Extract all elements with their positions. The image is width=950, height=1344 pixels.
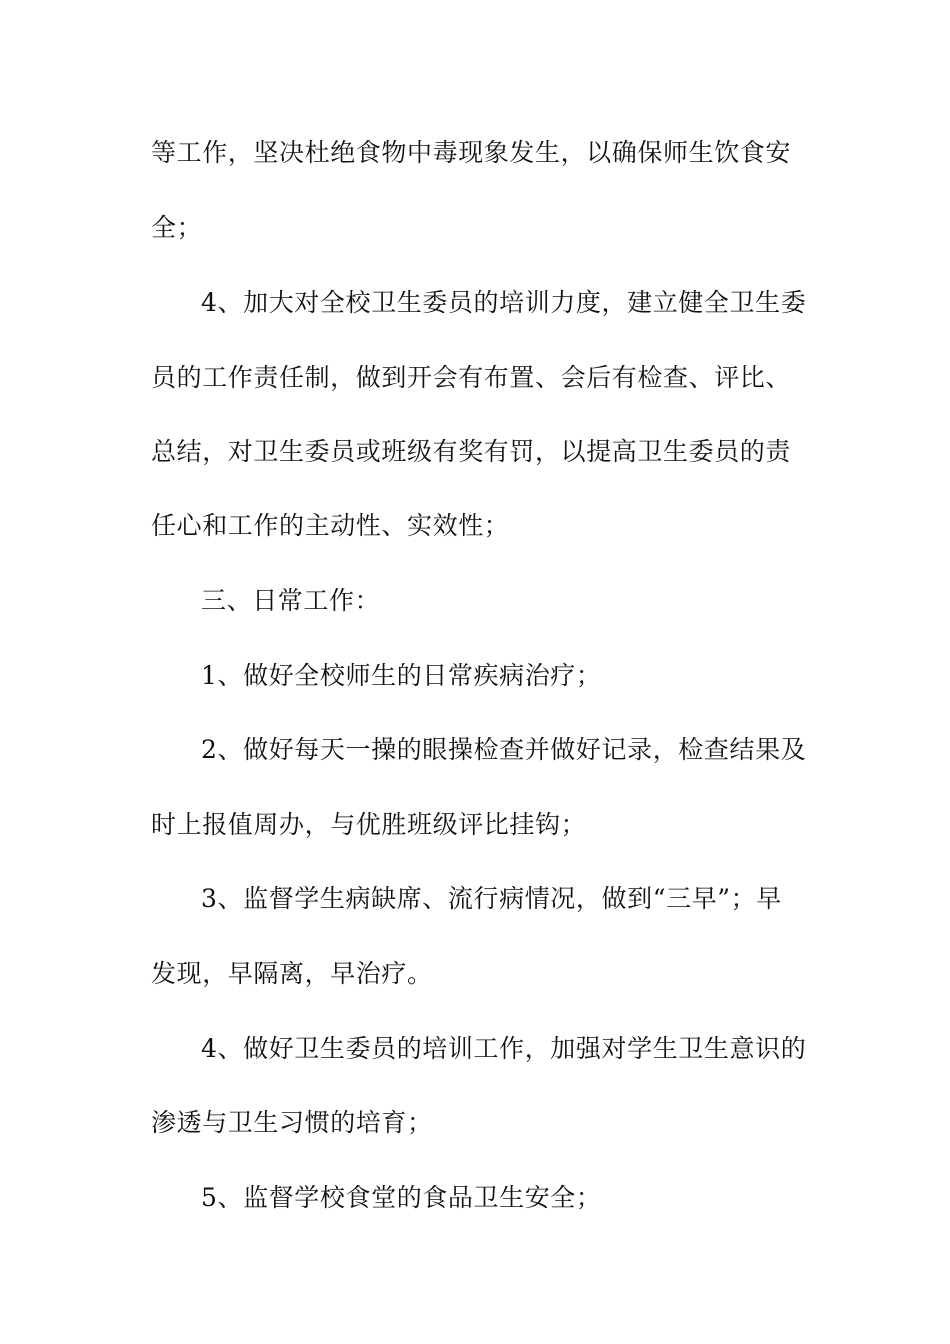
text-line: 全；	[151, 213, 203, 242]
paragraph-start-line: 4、做好卫生委员的培训工作，加强对学生卫生意识的	[201, 1034, 807, 1063]
text-line: 发现，早隔离，早治疗。	[151, 959, 433, 988]
text-line: 总结，对卫生委员或班级有奖有罚，以提高卫生委员的责	[151, 437, 792, 466]
text-line: 任心和工作的主动性、实效性；	[151, 511, 510, 540]
paragraph-start-line: 1、做好全校师生的日常疾病治疗；	[201, 661, 602, 690]
section-heading: 三、日常工作：	[201, 586, 381, 615]
text-line: 时上报值周办，与优胜班级评比挂钩；	[151, 810, 587, 839]
paragraph-start-line: 3、监督学生病缺席、流行病情况，做到“三早”；早	[201, 884, 782, 913]
paragraph-start-line: 2、做好每天一操的眼操检查并做好记录，检查结果及	[201, 735, 807, 764]
text-line: 员的工作责任制，做到开会有布置、会后有检查、评比、	[151, 363, 792, 392]
paragraph-start-line: 4、加大对全校卫生委员的培训力度，建立健全卫生委	[201, 288, 807, 317]
text-line: 渗透与卫生习惯的培育；	[151, 1108, 433, 1137]
paragraph-start-line: 5、监督学校食堂的食品卫生安全；	[201, 1183, 602, 1212]
text-line: 等工作，坚决杜绝食物中毒现象发生，以确保师生饮食安	[151, 138, 792, 167]
